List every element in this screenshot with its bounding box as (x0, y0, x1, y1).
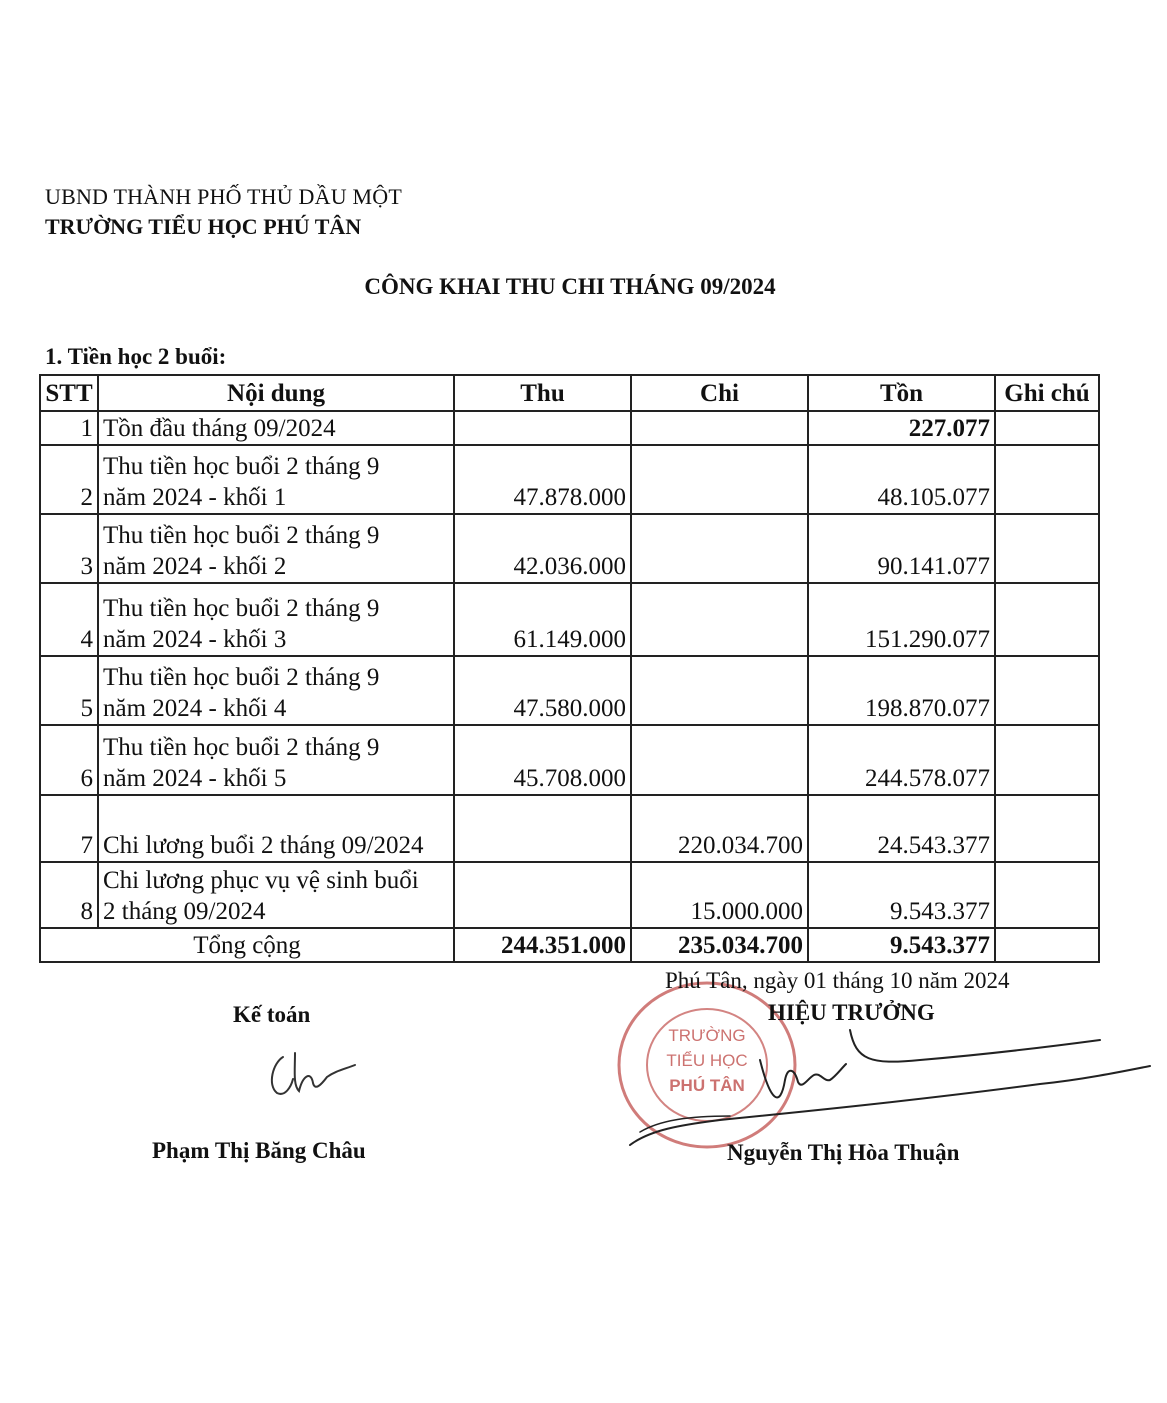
principal-name: Nguyễn Thị Hòa Thuận (727, 1140, 960, 1165)
cell-ton: 227.077 (808, 411, 995, 445)
content-line: năm 2024 - khối 4 (103, 695, 287, 722)
cell-stt: 5 (40, 656, 98, 725)
content-line: Chi lương buổi 2 tháng 09/2024 (103, 832, 424, 859)
cell-thu (454, 795, 631, 862)
cell-ton: 24.543.377 (808, 795, 995, 862)
cell-chi (631, 445, 808, 514)
table-header-row (40, 375, 1099, 411)
content-line: năm 2024 - khối 3 (103, 626, 287, 653)
content-line: năm 2024 - khối 2 (103, 553, 287, 580)
cell-stt: 2 (40, 445, 98, 514)
cell-content (98, 514, 454, 583)
cell-note (995, 862, 1099, 928)
accountant-signature (255, 1035, 375, 1110)
total-thu: 244.351.000 (454, 928, 631, 962)
cell-chi (631, 583, 808, 656)
col-header-thu: Thu (454, 375, 631, 411)
authority-name: UBND THÀNH PHỐ THỦ DẦU MỘT (45, 184, 403, 209)
col-header-note: Ghi chú (995, 375, 1099, 411)
cell-content (98, 656, 454, 725)
cell-content (98, 725, 454, 795)
content-line: Thu tiền học buổi 2 tháng 9 (103, 595, 380, 622)
cell-chi (631, 725, 808, 795)
cell-ton: 48.105.077 (808, 445, 995, 514)
col-header-ton: Tồn (808, 375, 995, 411)
content-line: Thu tiền học buổi 2 tháng 9 (103, 522, 380, 549)
cell-note (995, 514, 1099, 583)
cell-note (995, 411, 1099, 445)
cell-note (995, 795, 1099, 862)
cell-chi (631, 656, 808, 725)
cell-ton: 90.141.077 (808, 514, 995, 583)
stamp-line-2: TIỂU HỌC (666, 1051, 748, 1070)
cell-note (995, 583, 1099, 656)
cell-stt: 8 (40, 862, 98, 928)
accountant-title: Kế toán (233, 1002, 311, 1027)
col-header-content: Nội dung (98, 375, 454, 411)
cell-ton: 151.290.077 (808, 583, 995, 656)
table-row (40, 411, 1099, 445)
cell-content (98, 795, 454, 862)
document-title: CÔNG KHAI THU CHI THÁNG 09/2024 (364, 274, 776, 299)
table-row (40, 583, 1099, 656)
content-line: năm 2024 - khối 1 (103, 484, 287, 511)
content-line: Chi lương phục vụ vệ sinh buổi (103, 867, 419, 894)
cell-thu (454, 411, 631, 445)
content-line: 2 tháng 09/2024 (103, 898, 266, 925)
cell-ton: 198.870.077 (808, 656, 995, 725)
content-line: Thu tiền học buổi 2 tháng 9 (103, 664, 380, 691)
content-line: năm 2024 - khối 5 (103, 765, 287, 792)
cell-content (98, 862, 454, 928)
table-row (40, 514, 1099, 583)
cell-thu: 61.149.000 (454, 583, 631, 656)
school-name: TRƯỜNG TIỂU HỌC PHÚ TÂN (45, 214, 362, 239)
cell-ton: 9.543.377 (808, 862, 995, 928)
cell-stt: 6 (40, 725, 98, 795)
cell-chi (631, 514, 808, 583)
table-row (40, 445, 1099, 514)
total-label: Tổng cộng (40, 928, 454, 962)
section-heading: 1. Tiền học 2 buổi: (45, 344, 227, 369)
cell-ton: 244.578.077 (808, 725, 995, 795)
cell-content (98, 445, 454, 514)
content-line: Thu tiền học buổi 2 tháng 9 (103, 453, 380, 480)
cell-note (995, 656, 1099, 725)
date-line: Phú Tân, ngày 01 tháng 10 năm 2024 (665, 968, 1010, 993)
total-note (995, 928, 1099, 962)
table-row (40, 725, 1099, 795)
cell-note (995, 445, 1099, 514)
col-header-chi: Chi (631, 375, 808, 411)
total-row (40, 928, 1099, 962)
cell-thu: 42.036.000 (454, 514, 631, 583)
cell-thu (454, 862, 631, 928)
total-ton: 9.543.377 (808, 928, 995, 962)
table-row (40, 862, 1099, 928)
accountant-name: Phạm Thị Băng Châu (152, 1138, 366, 1163)
cell-thu: 45.708.000 (454, 725, 631, 795)
cell-thu: 47.580.000 (454, 656, 631, 725)
cell-thu: 47.878.000 (454, 445, 631, 514)
col-header-stt: STT (40, 375, 98, 411)
content-line: Tồn đầu tháng 09/2024 (103, 415, 336, 442)
cell-stt: 7 (40, 795, 98, 862)
content-line: Thu tiền học buổi 2 tháng 9 (103, 734, 380, 761)
cell-note (995, 725, 1099, 795)
cell-content (98, 411, 454, 445)
cell-chi (631, 411, 808, 445)
table-row (40, 656, 1099, 725)
cell-stt: 3 (40, 514, 98, 583)
cell-chi: 220.034.700 (631, 795, 808, 862)
principal-signature (620, 1020, 1160, 1160)
cell-stt: 4 (40, 583, 98, 656)
total-chi: 235.034.700 (631, 928, 808, 962)
stamp-line-1: TRƯỜNG (668, 1026, 746, 1045)
principal-title: HIỆU TRƯỞNG (768, 1000, 935, 1025)
cell-stt: 1 (40, 411, 98, 445)
cell-chi: 15.000.000 (631, 862, 808, 928)
cell-content (98, 583, 454, 656)
table-row (40, 795, 1099, 862)
finance-table (39, 374, 1100, 963)
stamp-line-3: PHÚ TÂN (669, 1076, 745, 1095)
